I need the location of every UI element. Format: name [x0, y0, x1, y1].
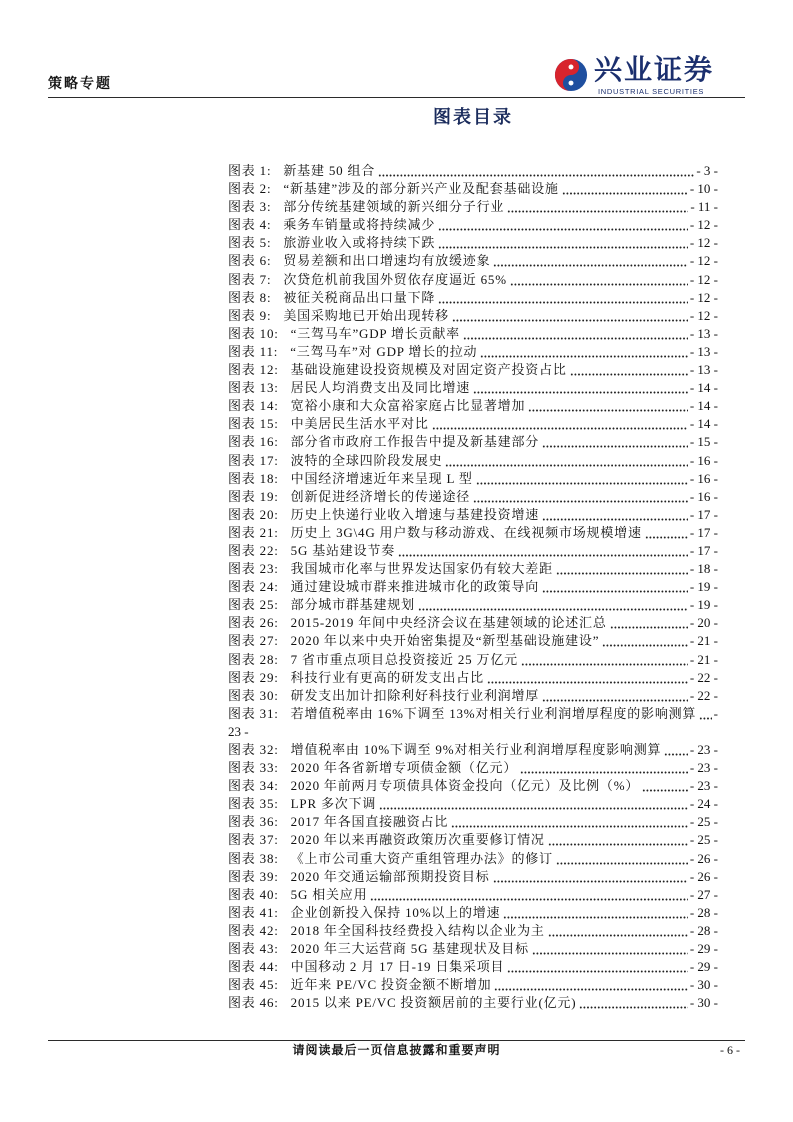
toc-entry-title: 2020 年以来再融资政策历次重要修订情况 — [290, 832, 545, 848]
leader-dots — [493, 264, 687, 267]
toc-entry-45[interactable] — [228, 976, 718, 994]
toc-entry-29[interactable] — [228, 669, 718, 687]
toc-entry-label: 图表 32: — [228, 742, 279, 757]
toc-entry-label: 图表 30: — [228, 687, 279, 703]
toc-entry-page: - 29 - — [689, 959, 718, 975]
toc-entry-39[interactable] — [228, 868, 718, 886]
toc-entry-46[interactable] — [228, 994, 718, 1012]
toc-entry-title: 5G 基站建设节奏 — [290, 542, 396, 558]
toc-entry-label: 图表 23: — [228, 561, 279, 577]
leader-dots — [645, 536, 688, 539]
toc-entry-title: 2017 年各国直接融资占比 — [290, 814, 449, 830]
toc-entry-title: “新基建”涉及的部分新兴产业及配套基础设施 — [283, 181, 559, 197]
toc-entry-22[interactable] — [228, 542, 718, 560]
toc-entry-20[interactable] — [228, 506, 718, 524]
toc-entry-label: 图表 3: — [228, 199, 272, 215]
toc-entry-page: - 15 - — [689, 434, 718, 450]
toc-entry-title: 部分省市政府工作报告中提及新基建部分 — [290, 434, 540, 450]
toc-entry-19[interactable] — [228, 488, 718, 506]
leader-dots — [451, 825, 688, 828]
toc-entry-label: 图表 7: — [228, 271, 272, 287]
leader-dots — [642, 789, 688, 792]
toc-entry-label: 图表 46: — [228, 995, 279, 1011]
leader-dots — [379, 807, 688, 810]
toc-entry-label: 图表 4: — [228, 217, 272, 233]
toc-entry-label: 图表 2: — [228, 181, 272, 197]
toc-entry-page: - 14 - — [689, 398, 718, 414]
toc-entry-7[interactable] — [228, 271, 718, 289]
toc-entry-page: - 21 - — [689, 633, 718, 649]
toc-entry-title: 部分传统基建领域的新兴细分子行业 — [283, 199, 505, 215]
toc-entry-title: 创新促进经济增长的传递途径 — [290, 488, 471, 504]
toc-entry-title: “三驾马车”对 GDP 增长的拉动 — [290, 343, 478, 359]
toc-entry-page: - 20 - — [689, 615, 718, 631]
toc-entry-label: 图表 27: — [228, 633, 279, 649]
toc-entry-18[interactable] — [228, 470, 718, 488]
toc-entry-title: 中国经济增速近年来呈现 L 型 — [290, 470, 473, 486]
toc-entry-1[interactable] — [228, 162, 718, 180]
toc-entry-33[interactable] — [228, 759, 718, 777]
leader-dots — [480, 355, 687, 358]
toc-entry-42[interactable] — [228, 922, 718, 940]
toc-entry-title: 7 省市重点项目总投资接近 25 万亿元 — [290, 651, 518, 667]
toc-entry-label: 图表 36: — [228, 814, 279, 830]
toc-entry-4[interactable] — [228, 216, 718, 234]
toc-entry-26[interactable] — [228, 614, 718, 632]
leader-dots — [473, 391, 688, 394]
toc-entry-page: - 16 - — [689, 488, 718, 504]
toc-entry-title: 我国城市化率与世界发达国家仍有较大差距 — [290, 561, 553, 577]
toc-entry-title: 近年来 PE/VC 投资金额不断增加 — [290, 977, 492, 993]
toc-entry-page: - 16 - — [689, 470, 718, 486]
toc-entry-title: 科技行业有更高的研发支出占比 — [290, 669, 484, 685]
toc-entry-8[interactable] — [228, 289, 718, 307]
toc-entry-title: 2020 年交通运输部预期投资目标 — [290, 868, 490, 884]
toc-entry-label: 图表 17: — [228, 452, 279, 468]
leader-dots — [432, 427, 688, 430]
toc-entry-32[interactable] — [228, 741, 718, 759]
logo-name-cn: 兴业证券 — [594, 55, 715, 86]
toc-entry-21[interactable] — [228, 524, 718, 542]
toc-entry-35[interactable] — [228, 795, 718, 813]
toc-entry-page: - 26 - — [689, 850, 718, 866]
toc-entry-27[interactable] — [228, 632, 718, 650]
toc-entry-3[interactable] — [228, 198, 718, 216]
toc-entry-24[interactable] — [228, 578, 718, 596]
report-section-label: 策略专题 — [48, 77, 112, 92]
toc-entry-page: - 22 - — [689, 687, 718, 703]
leader-dots — [528, 409, 688, 412]
toc-entry-37[interactable] — [228, 831, 718, 849]
toc-entry-title: 研发支出加计扣除利好科技行业利润增厚 — [290, 687, 540, 703]
toc-entry-43[interactable] — [228, 940, 718, 958]
toc-entry-title: 增值税率由 10%下调至 9%对相关行业利润增厚程度影响测算 — [290, 742, 662, 757]
page-title: 图表目录 — [433, 107, 513, 127]
leader-dots — [542, 590, 688, 593]
toc-entry-16[interactable] — [228, 433, 718, 451]
toc-entry-title: LPR 多次下调 — [290, 796, 377, 812]
toc-entry-page: - 30 - — [689, 977, 718, 993]
toc-entry-2[interactable] — [228, 180, 718, 198]
toc-entry-page: - 12 - — [689, 289, 718, 305]
toc-entry-page: - 24 - — [689, 796, 718, 812]
company-logo — [554, 56, 720, 96]
toc-entry-title: 通过建设城市群来推进城市化的政策导向 — [290, 579, 540, 595]
toc-entry-page: - 13 - — [689, 325, 718, 341]
toc-entry-15[interactable] — [228, 415, 718, 433]
leader-dots — [542, 518, 688, 521]
toc-entry-label: 图表 26: — [228, 615, 279, 631]
toc-entry-label: 图表 38: — [228, 850, 279, 866]
toc-entry-label: 图表 8: — [228, 289, 272, 305]
toc-entry-11[interactable] — [228, 343, 718, 361]
toc-entry-page: - 11 - — [690, 199, 718, 215]
toc-entry-page: - 14 - — [689, 380, 718, 396]
toc-entry-9[interactable] — [228, 307, 718, 325]
toc-entry-28[interactable] — [228, 651, 718, 669]
leader-dots — [378, 174, 694, 177]
toc-entry-page: - 13 - — [689, 362, 718, 378]
toc-entry-page: - 28 - — [689, 922, 718, 938]
leader-dots — [548, 934, 688, 937]
toc-entry-label: 图表 39: — [228, 868, 279, 884]
toc-entry-36[interactable] — [228, 813, 718, 831]
leader-dots — [438, 246, 688, 249]
leader-dots — [520, 771, 688, 774]
toc-entry-title: 居民人均消费支出及同比增速 — [290, 380, 471, 396]
toc-entry-31-continued[interactable] — [228, 723, 718, 741]
leader-dots — [418, 608, 688, 611]
toc-entry-title: 2020 年以来中央开始密集提及“新型基础设施建设” — [290, 633, 600, 649]
toc-entry-41[interactable] — [228, 904, 718, 922]
leader-dots — [699, 717, 711, 720]
toc-entry-label: 图表 42: — [228, 922, 279, 938]
leader-dots — [493, 880, 688, 883]
toc-entry-page: - 19 - — [689, 597, 718, 613]
toc-entry-5[interactable] — [228, 234, 718, 252]
leader-dots — [370, 898, 687, 901]
toc-entry-page: - 12 - — [689, 307, 718, 323]
toc-entry-label: 图表 33: — [228, 760, 279, 776]
toc-entry-page: - 19 - — [689, 579, 718, 595]
toc-entry-page: - 25 - — [689, 814, 718, 830]
toc-entry-title: 中美居民生活水平对比 — [290, 416, 429, 432]
toc-entry-30[interactable] — [228, 687, 718, 705]
leader-dots — [602, 644, 688, 647]
toc-entry-label: 图表 22: — [228, 542, 279, 558]
leader-dots — [510, 283, 688, 286]
leader-dots — [542, 445, 688, 448]
leader-dots — [476, 482, 688, 485]
leader-dots — [487, 681, 688, 684]
toc-entry-page: - 13 - — [689, 343, 718, 359]
leader-dots — [556, 572, 688, 575]
toc-entry-31[interactable] — [228, 705, 718, 723]
toc-entry-page: - 18 - — [689, 561, 718, 577]
toc-entry-label: 图表 6: — [228, 253, 272, 269]
toc-entry-page-wrap: 23 - — [228, 723, 249, 739]
toc-entry-title: 2015 以来 PE/VC 投资额居前的主要行业(亿元) — [290, 995, 577, 1011]
toc-entry-title: 2020 年各省新增专项债金额（亿元） — [290, 760, 518, 776]
toc-entry-label: 图表 24: — [228, 579, 279, 595]
toc-entry-page: - 17 - — [689, 506, 718, 522]
toc-entry-page: - 29 - — [689, 941, 718, 957]
toc-entry-title: 乘务车销量或将持续减少 — [283, 217, 436, 233]
toc-entry-label: 图表 44: — [228, 959, 279, 975]
toc-entry-title: 2018 年全国科技经费投入结构以企业为主 — [290, 922, 545, 938]
toc-entry-title: 波特的全球四阶段发展史 — [290, 452, 443, 468]
leader-dots — [494, 988, 687, 991]
footer-disclaimer: 请阅读最后一页信息披露和重要声明 — [292, 1043, 501, 1057]
toc-entry-label: 图表 43: — [228, 941, 279, 957]
leader-dots — [507, 970, 687, 973]
figure-list — [228, 162, 718, 1012]
toc-entry-label: 图表 12: — [228, 362, 279, 378]
leader-dots — [445, 464, 687, 467]
toc-entry-page: - 21 - — [689, 651, 718, 667]
toc-entry-page: - — [713, 705, 718, 721]
leader-dots — [438, 301, 688, 304]
leader-dots — [398, 554, 688, 557]
toc-entry-title: 企业创新投入保持 10%以上的增速 — [290, 904, 501, 920]
toc-entry-page: - 12 - — [689, 253, 718, 269]
toc-entry-page: - 17 - — [689, 542, 718, 558]
toc-entry-label: 图表 31: — [228, 705, 279, 721]
toc-entry-title: 基础设施建设投资规模及对固定资产投资占比 — [290, 362, 567, 378]
toc-entry-title: 《上市公司重大资产重组管理办法》的修订 — [290, 850, 553, 866]
leader-dots — [548, 843, 688, 846]
toc-entry-13[interactable] — [228, 379, 718, 397]
toc-entry-page: - 30 - — [689, 995, 718, 1011]
leader-dots — [532, 952, 688, 955]
leader-dots — [556, 862, 688, 865]
leader-dots — [463, 337, 688, 340]
toc-entry-label: 图表 11: — [228, 343, 279, 359]
leader-dots — [579, 1006, 688, 1009]
toc-entry-34[interactable] — [228, 777, 718, 795]
toc-entry-23[interactable] — [228, 560, 718, 578]
toc-entry-title: 5G 相关应用 — [290, 886, 368, 902]
leader-dots — [570, 373, 688, 376]
toc-entry-title: 历史上 3G\4G 用户数与移动游戏、在线视频市场规模增速 — [290, 524, 642, 540]
leader-dots — [521, 663, 688, 666]
toc-entry-title: 历史上快递行业收入增速与基建投资增速 — [290, 506, 540, 522]
toc-entry-label: 图表 19: — [228, 488, 279, 504]
toc-entry-title: 被征关税商品出口量下降 — [283, 289, 436, 305]
toc-entry-title: “三驾马车”GDP 增长贡献率 — [290, 325, 460, 341]
toc-entry-page: - 25 - — [689, 832, 718, 848]
toc-entry-title: 若增值税率由 16%下调至 13%对相关行业利润增厚程度的影响测算 — [290, 705, 697, 721]
toc-entry-page: - 12 - — [689, 235, 718, 251]
toc-entry-label: 图表 10: — [228, 325, 279, 341]
toc-entry-label: 图表 20: — [228, 506, 279, 522]
toc-entry-title: 宽裕小康和大众富裕家庭占比显著增加 — [290, 398, 526, 414]
footer-divider — [48, 1040, 745, 1041]
toc-entry-title: 中国移动 2 月 17 日-19 日集采项目 — [290, 959, 505, 975]
toc-entry-page: - 12 - — [689, 217, 718, 233]
toc-entry-label: 图表 37: — [228, 832, 279, 848]
leader-dots — [503, 916, 687, 919]
toc-entry-12[interactable] — [228, 361, 718, 379]
toc-entry-page: - 23 - — [689, 760, 718, 776]
toc-entry-label: 图表 14: — [228, 398, 279, 414]
toc-entry-title: 2015-2019 年间中央经济会议在基建领域的论述汇总 — [290, 615, 607, 631]
toc-entry-44[interactable] — [228, 958, 718, 976]
toc-entry-page: - 14 - — [689, 416, 718, 432]
toc-entry-label: 图表 29: — [228, 669, 279, 685]
toc-entry-label: 图表 1: — [228, 163, 272, 178]
toc-entry-label: 图表 34: — [228, 778, 279, 794]
logo-name-en: INDUSTRIAL SECURITIES — [598, 87, 705, 96]
toc-entry-label: 图表 9: — [228, 307, 272, 323]
toc-entry-label: 图表 21: — [228, 524, 279, 540]
leader-dots — [438, 228, 688, 231]
toc-entry-title: 2020 年三大运营商 5G 基建现状及目标 — [290, 941, 529, 957]
toc-entry-page: - 3 - — [696, 163, 718, 178]
toc-entry-title: 旅游业收入或将持续下跌 — [283, 235, 436, 251]
toc-entry-label: 图表 35: — [228, 796, 279, 812]
toc-entry-38[interactable] — [228, 850, 718, 868]
leader-dots — [610, 626, 688, 629]
toc-entry-title: 2020 年前两月专项债具体资金投向（亿元）及比例（%） — [290, 778, 640, 794]
toc-entry-page: - 16 - — [689, 452, 718, 468]
toc-entry-page: - 26 - — [689, 868, 718, 884]
toc-entry-label: 图表 40: — [228, 886, 279, 902]
toc-entry-title: 新基建 50 组合 — [283, 163, 376, 178]
toc-entry-label: 图表 28: — [228, 651, 279, 667]
toc-entry-label: 图表 45: — [228, 977, 279, 993]
toc-entry-25[interactable] — [228, 596, 718, 614]
toc-entry-page: - 27 - — [689, 886, 718, 902]
toc-entry-label: 图表 5: — [228, 235, 272, 251]
toc-entry-label: 图表 41: — [228, 904, 279, 920]
header-divider — [48, 97, 745, 98]
leader-dots — [473, 500, 688, 503]
toc-entry-label: 图表 25: — [228, 597, 279, 613]
toc-entry-page: - 28 - — [689, 904, 718, 920]
toc-entry-page: - 23 - — [689, 778, 718, 794]
toc-entry-title: 部分城市群基建规划 — [290, 597, 415, 613]
toc-entry-title: 贸易差额和出口增速均有放缓迹象 — [283, 253, 491, 269]
toc-entry-17[interactable] — [228, 452, 718, 470]
logo-swirl-icon — [554, 58, 588, 92]
toc-entry-page: - 22 - — [689, 669, 718, 685]
toc-entry-label: 图表 16: — [228, 434, 279, 450]
leader-dots — [542, 699, 688, 702]
leader-dots — [664, 753, 687, 756]
toc-entry-page: - 17 - — [689, 524, 718, 540]
toc-entry-10[interactable] — [228, 325, 718, 343]
toc-entry-page: - 23 - — [689, 742, 718, 757]
leader-dots — [507, 210, 688, 213]
toc-entry-14[interactable] — [228, 397, 718, 415]
toc-entry-6[interactable] — [228, 252, 718, 270]
toc-entry-label: 图表 13: — [228, 380, 279, 396]
toc-entry-40[interactable] — [228, 886, 718, 904]
leader-dots — [452, 319, 688, 322]
toc-entry-label: 图表 15: — [228, 416, 279, 432]
toc-entry-page: - 12 - — [689, 271, 718, 287]
toc-entry-title: 美国采购地已开始出现转移 — [283, 307, 449, 323]
toc-entry-label: 图表 18: — [228, 470, 279, 486]
toc-entry-title: 次贷危机前我国外贸依存度逼近 65% — [283, 271, 507, 287]
toc-entry-page: - 10 - — [689, 181, 718, 197]
leader-dots — [562, 192, 688, 195]
footer-page-number: - 6 - — [720, 1043, 740, 1057]
